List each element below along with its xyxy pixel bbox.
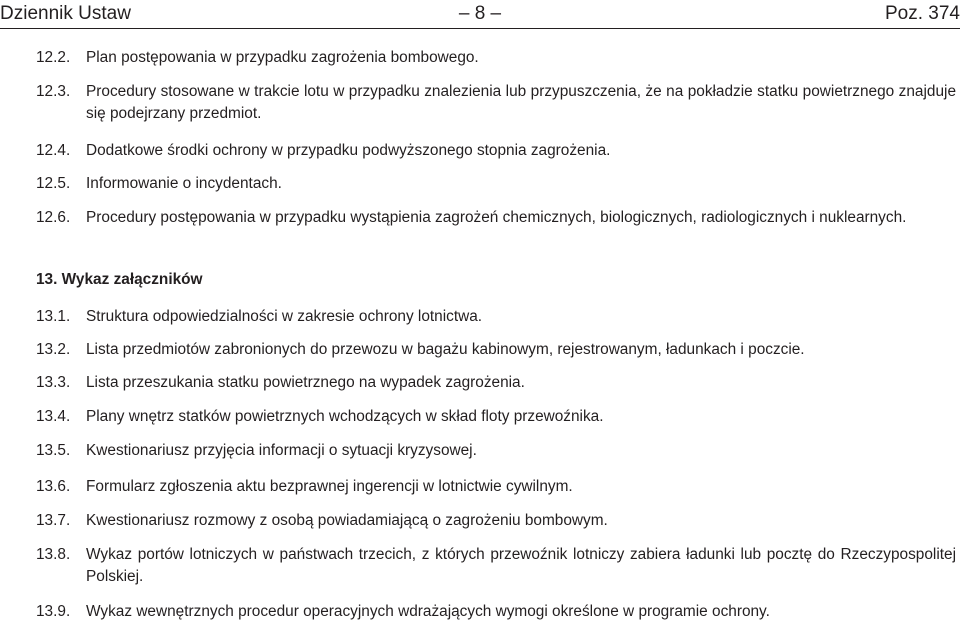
page-header <box>0 0 960 30</box>
item-number: 13.9. <box>36 603 71 620</box>
item-number: 13.2. <box>36 341 71 358</box>
item-number: 12.3. <box>36 83 71 100</box>
item-text: Lista przeszukania statku powietrznego na wypadek zagrożenia. <box>86 374 525 391</box>
item-number: 13.5. <box>36 442 71 459</box>
item-text: Plany wnętrz statków powietrznych wchodzących w skład floty przewoźnika. <box>86 408 604 425</box>
item-text: Procedury stosowane w trakcie lotu w przypadku znalezienia lub przypuszczenia, że na pokładzie statku powietrznego znajduje się podejrzany przedmiot. <box>86 83 956 122</box>
item-text: Plan postępowania w przypadku zagrożenia bombowego. <box>86 49 479 66</box>
item-number: 12.4. <box>36 142 71 159</box>
item-text: Procedury postępowania w przypadku wystąpienia zagrożeń chemicznych, biologicznych, radiologicznych i nuklearnych. <box>86 209 907 226</box>
item-text: Informowanie o incydentach. <box>86 175 282 192</box>
item-number: 12.2. <box>36 49 71 66</box>
item-text: Formularz zgłoszenia aktu bezprawnej ingerencji w lotnictwie cywilnym. <box>86 478 573 495</box>
item-text: Kwestionariusz przyjęcia informacji o sytuacji kryzysowej. <box>86 442 477 459</box>
item-number: 13.8. <box>36 546 71 563</box>
page-number: – 8 – <box>458 3 502 24</box>
item-text: Wykaz wewnętrznych procedur operacyjnych wdrażających wymogi określone w programie ochrony. <box>86 603 770 620</box>
item-text: Wykaz portów lotniczych w państwach trzecich, z których przewoźnik lotniczy zabiera ładunki lub pocztę do Rzeczypospolitej Polskiej. <box>86 546 956 585</box>
item-text: Lista przedmiotów zabronionych do przewozu w bagażu kabinowym, rejestrowanym, ładunkach i poczcie. <box>86 341 805 358</box>
item-number: 13.6. <box>36 478 71 495</box>
journal-title: Dziennik Ustaw <box>0 3 131 24</box>
item-number: 13.4. <box>36 408 71 425</box>
item-number: 12.6. <box>36 209 71 226</box>
item-text: Dodatkowe środki ochrony w przypadku podwyższonego stopnia zagrożenia. <box>86 142 611 159</box>
item-number: 13.1. <box>36 308 71 325</box>
item-text: Kwestionariusz rozmowy z osobą powiadamiającą o zagrożeniu bombowym. <box>86 512 608 529</box>
item-number: 13.7. <box>36 512 71 529</box>
item-number: 12.5. <box>36 175 71 192</box>
header-rule <box>0 28 960 29</box>
section-heading: 13. Wykaz załączników <box>36 271 203 288</box>
item-text: Struktura odpowiedzialności w zakresie ochrony lotnictwa. <box>86 308 483 325</box>
position-number: Poz. 374 <box>885 3 960 24</box>
item-number: 13.3. <box>36 374 71 391</box>
